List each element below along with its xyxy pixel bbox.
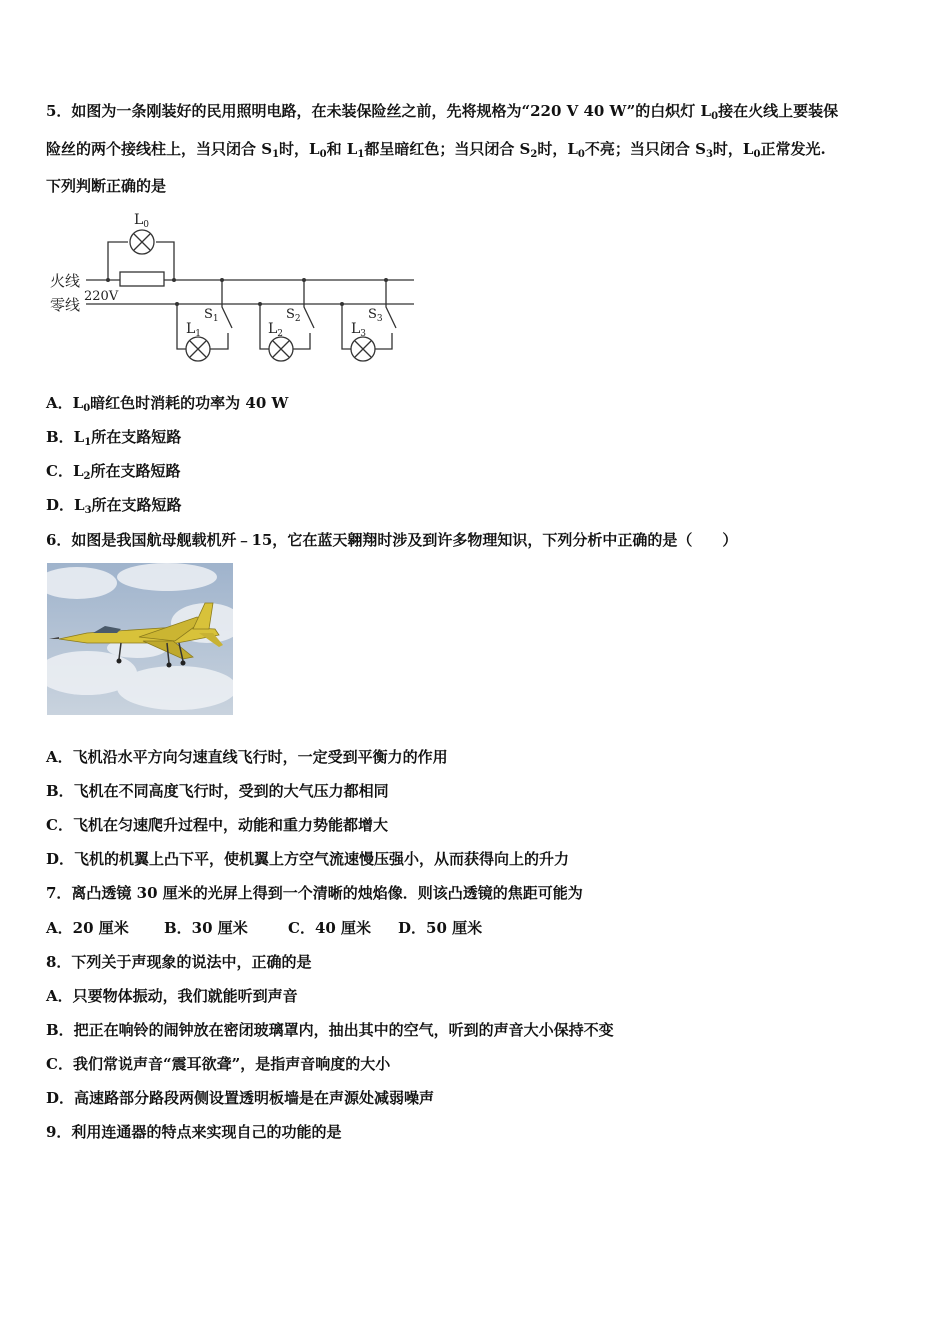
q6-option-b: B．飞机在不同高度飞行时，受到的大气压力都相同 <box>46 782 389 800</box>
label-live-wire: 火线 <box>50 272 81 290</box>
label-S2: $S_2$ <box>286 307 301 324</box>
q8-option-d: D．高速路部分路段两侧设置透明板墙是在声源处减弱噪声 <box>46 1089 435 1107</box>
label-S3: $S_3$ <box>368 307 383 324</box>
junction-dot <box>220 278 224 282</box>
q8-option-a: A．只要物体振动，我们就能听到声音 <box>46 987 298 1005</box>
junction-dot <box>106 278 110 282</box>
junction-dot <box>302 278 306 282</box>
label-L1: $L_1$ <box>186 321 202 339</box>
q5-option-a: A．$L_0$暗红色时消耗的功率为 40 W <box>46 394 289 414</box>
q9-stem: 9．利用连通器的特点来实现自己的功能的是 <box>46 1123 342 1141</box>
q5-option-c: C．$L_2$所在支路短路 <box>46 462 181 482</box>
junction-dot <box>340 302 344 306</box>
q8-option-b: B．把正在响铃的闹钟放在密闭玻璃罩内，抽出其中的空气，听到的声音大小保持不变 <box>46 1021 614 1039</box>
junction-dot <box>258 302 262 306</box>
q7-option-b: B．30 厘米 <box>164 919 248 937</box>
label-S1: $S_1$ <box>204 307 219 324</box>
fighter-jet-photo <box>47 563 233 715</box>
q6-stem: 6．如图是我国航母舰载机歼﹣15，它在蓝天翱翔时涉及到许多物理知识，下列分析中正确的是（ ） <box>46 531 738 549</box>
q5-stem-line1: 5．如图为一条刚装好的民用照明电路，在未装保险丝之前，先将规格为“220 V 40 W”的白炽灯 $L_0$接在火线上要装保 <box>46 102 839 122</box>
q6-option-a: A．飞机沿水平方向匀速直线飞行时，一定受到平衡力的作用 <box>46 748 448 766</box>
q7-stem: 7．离凸透镜 30 厘米的光屏上得到一个清晰的烛焰像．则该凸透镜的焦距可能为 <box>46 884 583 902</box>
label-L0: $L_0$ <box>134 212 150 230</box>
label-neutral-wire: 零线 <box>50 296 81 314</box>
junction-dot <box>384 278 388 282</box>
junction-dot <box>175 302 179 306</box>
q7-option-c: C．40 厘米 <box>288 919 372 937</box>
q7-options <box>46 918 482 938</box>
q5-stem-line3: 下列判断正确的是 <box>46 177 167 195</box>
q5-option-d: D．$L_3$所在支路短路 <box>46 496 182 516</box>
q7-option-a: A．20 厘米 <box>46 919 129 937</box>
q6-option-c: C．飞机在匀速爬升过程中，动能和重力势能都增大 <box>46 816 388 834</box>
lamp-L3-icon <box>351 337 375 361</box>
lamp-L2-icon <box>269 337 293 361</box>
junction-dot <box>172 278 176 282</box>
q8-option-c: C．我们常说声音“震耳欲聋”，是指声音响度的大小 <box>46 1055 391 1073</box>
q6-option-d: D．飞机的机翼上凸下平，使机翼上方空气流速慢压强小，从而获得向上的升力 <box>46 850 570 868</box>
circuit-diagram <box>46 206 426 366</box>
lamp-L0-icon <box>130 230 154 254</box>
label-L3: $L_3$ <box>351 321 367 339</box>
q5-option-b: B．$L_1$所在支路短路 <box>46 428 182 448</box>
q7-option-d: D．50 厘米 <box>398 919 483 937</box>
q5-stem-line2: 险丝的两个接线柱上，当只闭合 $S_1$时，$L_0$和 $L_1$都呈暗红色；当只闭合 $S_2$时，$L_0$不亮；当只闭合 $S_3$时，$L_0$正常发光. <box>46 140 826 160</box>
label-L2: $L_2$ <box>268 321 284 339</box>
label-voltage: 220V <box>84 289 119 304</box>
lamp-L1-icon <box>186 337 210 361</box>
q8-stem: 8．下列关于声现象的说法中，正确的是 <box>46 953 312 971</box>
